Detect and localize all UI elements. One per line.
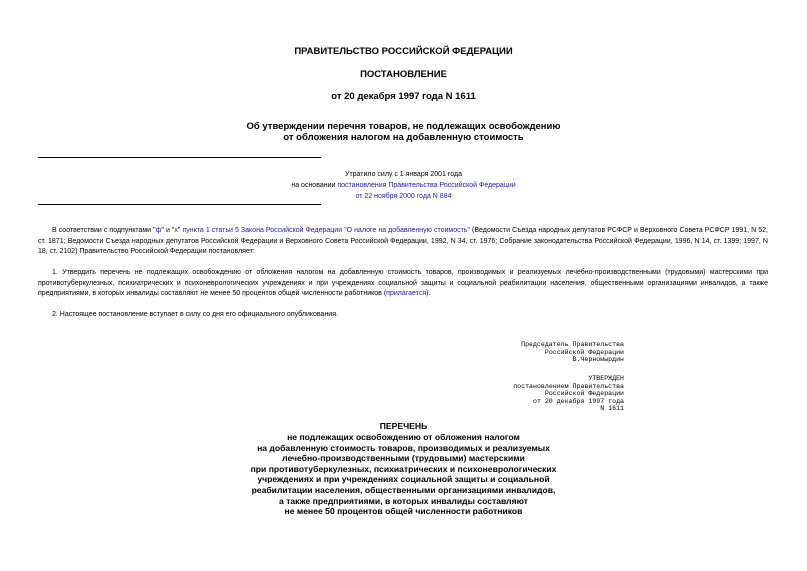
preamble-text-3: " <box>177 227 183 234</box>
item-1-tail: ). <box>426 290 431 297</box>
document-date-number: от 20 декабря 1997 года N 1611 <box>331 91 476 102</box>
repeal-decree-date-link[interactable]: от 22 ноября 2000 года N 884 <box>355 193 452 200</box>
status-line-1: Утратило силу с 1 января 2001 года <box>345 171 462 178</box>
subparagraph-kh-link[interactable]: х <box>174 227 178 234</box>
status-line-2-prefix: на основании <box>291 182 338 189</box>
list-title-line: при противотуберкулезных, психиатрических и психоневрологических <box>250 463 557 474</box>
list-title-lines <box>0 432 807 517</box>
list-title-line: лечебно-производственными (трудовыми) мастерскими <box>282 453 525 464</box>
signature-line-3: В.Черномырдин <box>572 356 624 364</box>
document-title-line-1: Об утверждении перечня товаров, не подлежащих освобождению <box>246 121 561 132</box>
item-1-paragraph <box>38 268 768 300</box>
approval-line-2: постановлением Правительства <box>513 382 624 390</box>
document-title-line-2: от обложения налогом на добавленную стоимость <box>283 132 524 143</box>
approval-line-3: Российской Федерации <box>544 390 624 398</box>
vat-law-link[interactable]: пункта 1 статьи 5 Закона Российской Федерации "О налоге на добавленную стоимость" <box>182 227 470 234</box>
signature-line-2: Российской Федерации <box>544 348 624 356</box>
document-type: ПОСТАНОВЛЕНИЕ <box>360 69 447 80</box>
item-2-paragraph: 2. Настоящее постановление вступает в силу со дня его официального опубликования. <box>52 311 338 318</box>
attachment-link[interactable]: прилагается <box>386 290 427 297</box>
preamble-text-4: (Ведомости Съезда народных депутатов РСФСР и Верховного Совета РСФСР 1991, N 52, ст. 1871; Ведомости Съезда народных депутатов Российской Федерации и Верховного Совета Российской Федерации, 1992, N 34, ст. 1976; Собрание законодательства Российской Федерации, 1996, N 14, ст. 1399; 1997, N 18, ст. 2102) Правительство Российской Федерации постановляет: <box>38 227 768 255</box>
approval-line-1: УТВЕРЖДЕН <box>588 375 624 382</box>
document-title <box>0 121 807 143</box>
signature-line-1: Председатель Правительства <box>521 341 624 348</box>
approval-block <box>513 375 624 413</box>
list-heading: ПЕРЕЧЕНЬ <box>379 421 428 431</box>
subparagraph-f-link[interactable]: ф <box>155 227 162 234</box>
preamble-text-2: " и " <box>161 227 175 234</box>
repeal-decree-link[interactable]: постановления Правительства Российской Федерации <box>337 182 516 189</box>
status-block <box>0 169 807 202</box>
list-title-line: на добавленную стоимость товаров, производимых и реализуемых <box>257 442 550 453</box>
preamble-paragraph <box>38 226 768 258</box>
list-title-line: учреждениях и при учреждениях социальной защиты и социальной <box>257 474 550 485</box>
list-title-line: а также предприятиями, в которых инвалиды составляют <box>279 495 528 506</box>
divider-bottom <box>38 204 321 205</box>
status-line-2 <box>0 180 807 191</box>
government-name: ПРАВИТЕЛЬСТВО РОССИЙСКОЙ ФЕДЕРАЦИИ <box>294 46 513 57</box>
preamble-text-1: В соответствии с подпунктами " <box>52 227 156 234</box>
list-title-line: не подлежащих освобождению от обложения налогом <box>287 432 520 442</box>
signature-block <box>521 341 624 364</box>
list-title-line: не менее 50 процентов общей численности работников <box>284 506 523 517</box>
approval-line-4: от 20 декабря 1997 года <box>532 397 624 405</box>
list-title-line: реабилитации населения, общественными организациями инвалидов, <box>251 484 556 495</box>
approval-line-5: N 1611 <box>600 405 624 413</box>
item-1-text: 1. Утвердить перечень не подлежащих освобождению от обложения налогом на добавленную стоимость товаров, производимых и реализуемых лечебно-производственными (трудовыми) мастерскими при противотуберкулезных, психиатрических и психоневрологических учреждениях и при учреждениях социальной защиты и социальной реабилитации населения, общественными организациями инвалидов, а также предприятиями, в которых инвалиды составляют не менее 50 процентов общей численности работников ( <box>38 269 768 297</box>
divider-top <box>38 157 321 158</box>
